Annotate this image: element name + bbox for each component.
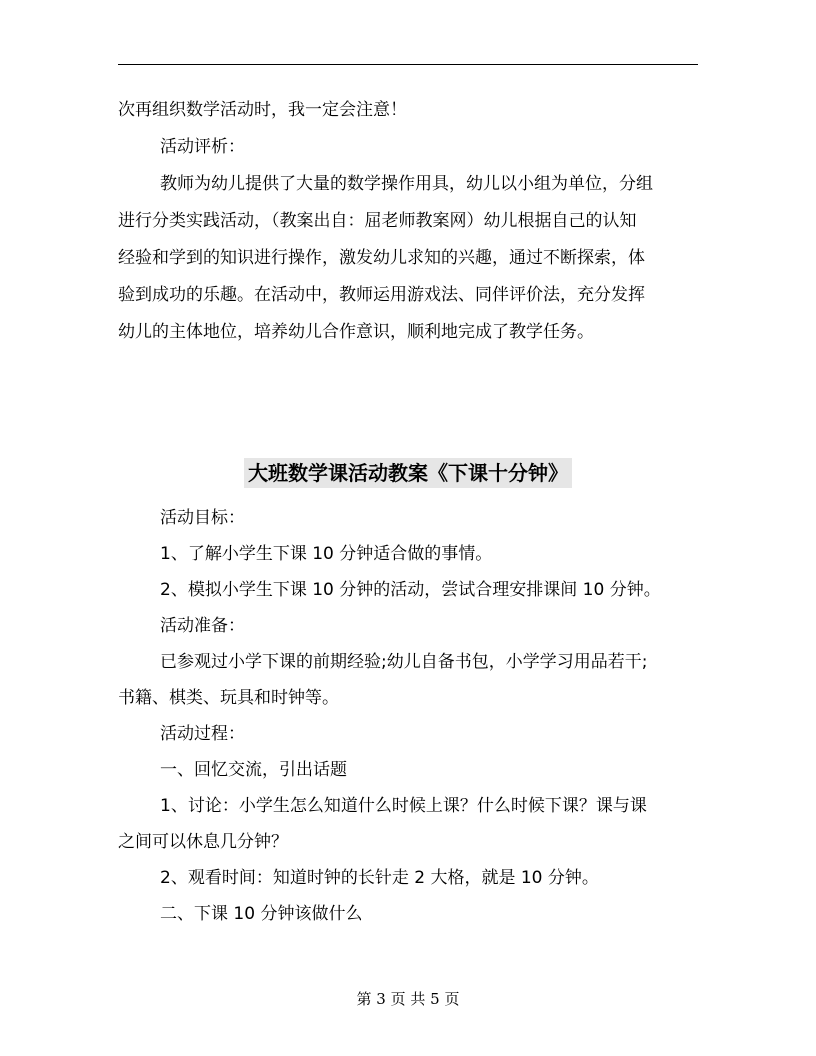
document-title: 大班数学课活动教案《下课十分钟》 <box>244 458 572 488</box>
paragraph-line: 2、模拟小学生下课 10 分钟的活动，尝试合理安排课间 10 分钟。 <box>160 580 661 600</box>
section-heading: 活动目标： <box>160 508 245 528</box>
paragraph-line: 之间可以休息几分钟？ <box>118 832 288 852</box>
paragraph-line: 已参观过小学下课的前期经验;幼儿自备书包，小学学习用品若干; <box>160 652 648 672</box>
page-footer: 第 3 页 共 5 页 <box>356 990 460 1008</box>
paragraph-line: 进行分类实践活动，（教案出自：屈老师教案网）幼儿根据自己的认知 <box>118 211 637 231</box>
paragraph-line: 次再组织数学活动时，我一定会注意！ <box>118 100 407 120</box>
paragraph-line: 1、了解小学生下课 10 分钟适合做的事情。 <box>160 544 493 564</box>
paragraph-line: 1、讨论：小学生怎么知道什么时候上课？什么时候下课？课与课 <box>160 796 647 816</box>
paragraph-line: 一、回忆交流，引出话题 <box>160 760 347 780</box>
document-title-wrap <box>0 458 816 488</box>
paragraph-line: 验到成功的乐趣。在活动中，教师运用游戏法、同伴评价法，充分发挥 <box>118 285 645 305</box>
header-rule <box>118 64 698 65</box>
paragraph-line: 二、下课 10 分钟该做什么 <box>160 904 363 924</box>
section-heading: 活动准备： <box>160 616 245 636</box>
paragraph-line: 经验和学到的知识进行操作，激发幼儿求知的兴趣，通过不断探索，体 <box>118 248 645 268</box>
paragraph-line: 幼儿的主体地位，培养幼儿合作意识，顺利地完成了教学任务。 <box>118 322 594 342</box>
paragraph-line: 教师为幼儿提供了大量的数学操作用具，幼儿以小组为单位，分组 <box>160 174 653 194</box>
section-heading: 活动评析： <box>160 137 245 157</box>
paragraph-line: 2、观看时间：知道时钟的长针走 2 大格，就是 10 分钟。 <box>160 868 599 888</box>
section-heading: 活动过程： <box>160 724 245 744</box>
paragraph-line: 书籍、棋类、玩具和时钟等。 <box>118 688 339 708</box>
